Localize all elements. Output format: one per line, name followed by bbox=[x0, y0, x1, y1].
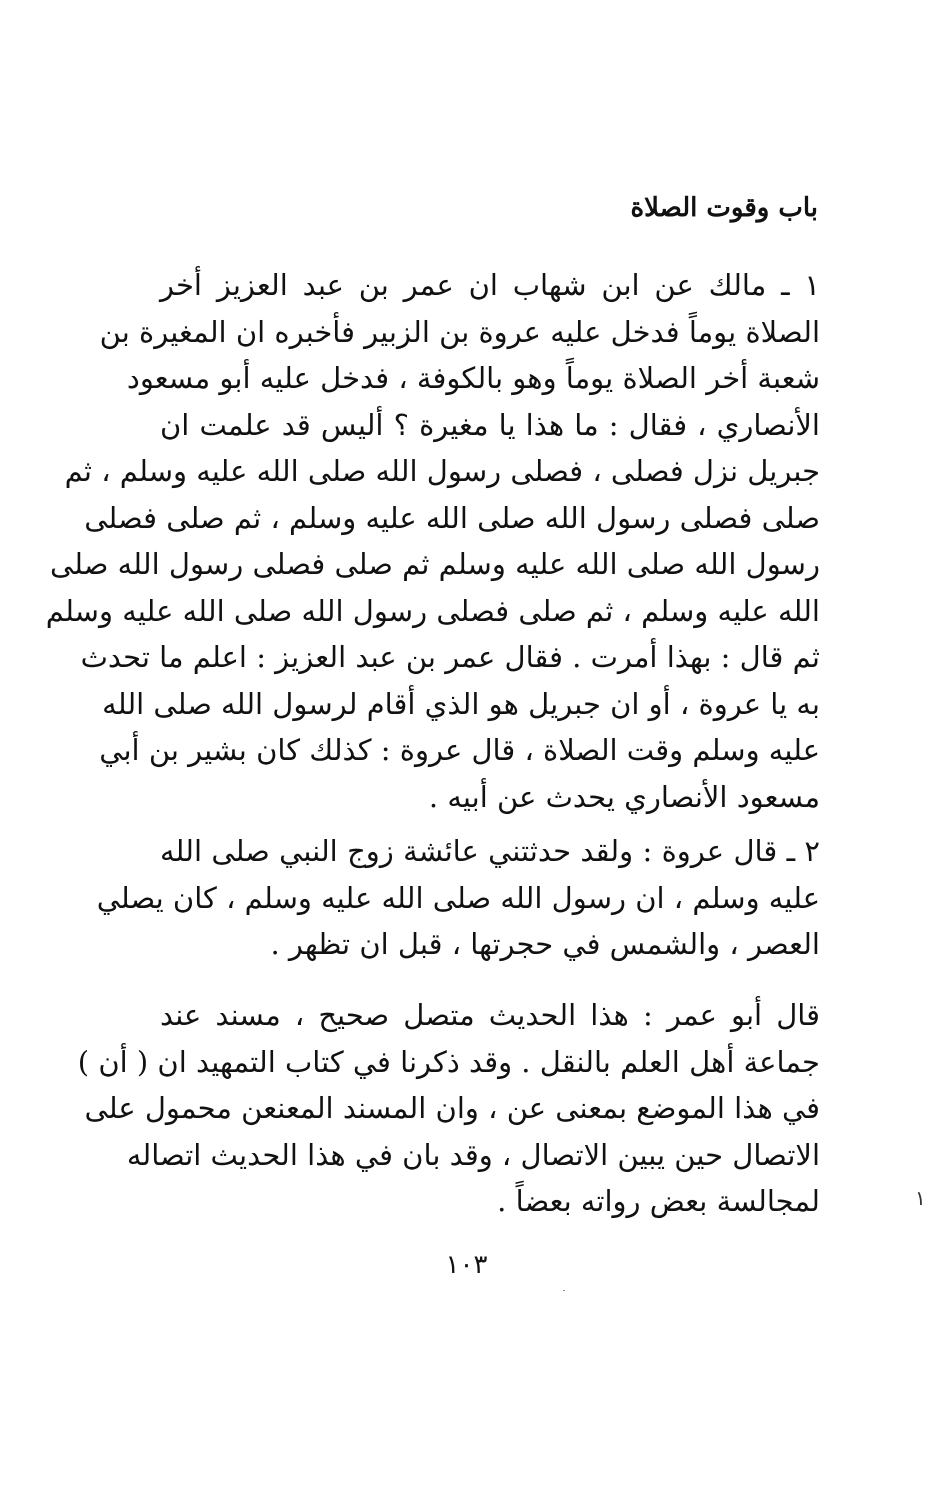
text-line: ثم قال : بهذا أمرت . فقال عمر بن عبد العزيز : اعلم ما تحدث bbox=[80, 640, 820, 674]
text-line: صلى فصلى رسول الله صلى الله عليه وسلم ، ثم صلى فصلى bbox=[84, 500, 820, 535]
text-line: الاتصال حين يبين الاتصال ، وقد بان في هذا الحديث اتصاله bbox=[126, 1137, 820, 1172]
text-line: الله عليه وسلم ، ثم صلى فصلى رسول الله صلى الله عليه وسلم bbox=[45, 593, 820, 628]
text-line: مسعود الأنصاري يحدث عن أبيه . bbox=[428, 779, 820, 814]
scan-speck bbox=[563, 1290, 565, 1291]
text-line: جبريل نزل فصلى ، فصلى رسول الله صلى الله عليه وسلم ، ثم bbox=[64, 454, 820, 488]
paragraph-1 bbox=[45, 262, 820, 820]
text-line: عليه وسلم ، ان رسول الله صلى الله عليه وسلم ، كان يصلي bbox=[96, 880, 820, 915]
text-line: رسول الله صلى الله عليه وسلم ثم صلى فصلى رسول الله صلى bbox=[50, 547, 820, 581]
paragraph-2 bbox=[96, 828, 820, 968]
margin-mark: ١ bbox=[915, 1186, 926, 1210]
text-line: به يا عروة ، أو ان جبريل هو الذي أقام لرسول الله صلى الله bbox=[102, 686, 820, 721]
text-line: لمجالسة بعض رواته بعضاً . bbox=[497, 1184, 820, 1218]
text-line: ١ ـ مالك عن ابن شهاب ان عمر بن عبد العزيز أخر bbox=[160, 268, 820, 302]
chapter-heading: باب وقوت الصلاة bbox=[630, 193, 818, 223]
text-line: عليه وسلم وقت الصلاة ، قال عروة : كذلك كان بشير بن أبي bbox=[99, 733, 820, 767]
text-line: جماعة أهل العلم بالنقل . وقد ذكرنا في كتاب التمهيد ان ( أن ) bbox=[77, 1044, 820, 1079]
paragraph-3 bbox=[77, 992, 820, 1225]
text-line: الصلاة يوماً فدخل عليه عروة بن الزبير فأخبره ان المغيرة بن bbox=[99, 314, 820, 349]
text-line: الأنصاري ، فقال : ما هذا يا مغيرة ؟ أليس قد علمت ان bbox=[160, 407, 820, 442]
text-line: شعبة أخر الصلاة يوماً وهو بالكوفة ، فدخل عليه أبو مسعود bbox=[126, 361, 820, 395]
text-line: في هذا الموضع بمعنى عن ، وان المسند المعنعن محمول على bbox=[84, 1091, 820, 1125]
text-line: قال أبو عمر : هذا الحديث متصل صحيح ، مسند عند bbox=[160, 998, 820, 1032]
text-line: العصر ، والشمس في حجرتها ، قبل ان تظهر . bbox=[270, 927, 820, 961]
page-number: ١٠٣ bbox=[445, 1250, 488, 1280]
text-line: ٢ ـ قال عروة : ولقد حدثتني عائشة زوج النبي صلى الله bbox=[160, 834, 820, 868]
